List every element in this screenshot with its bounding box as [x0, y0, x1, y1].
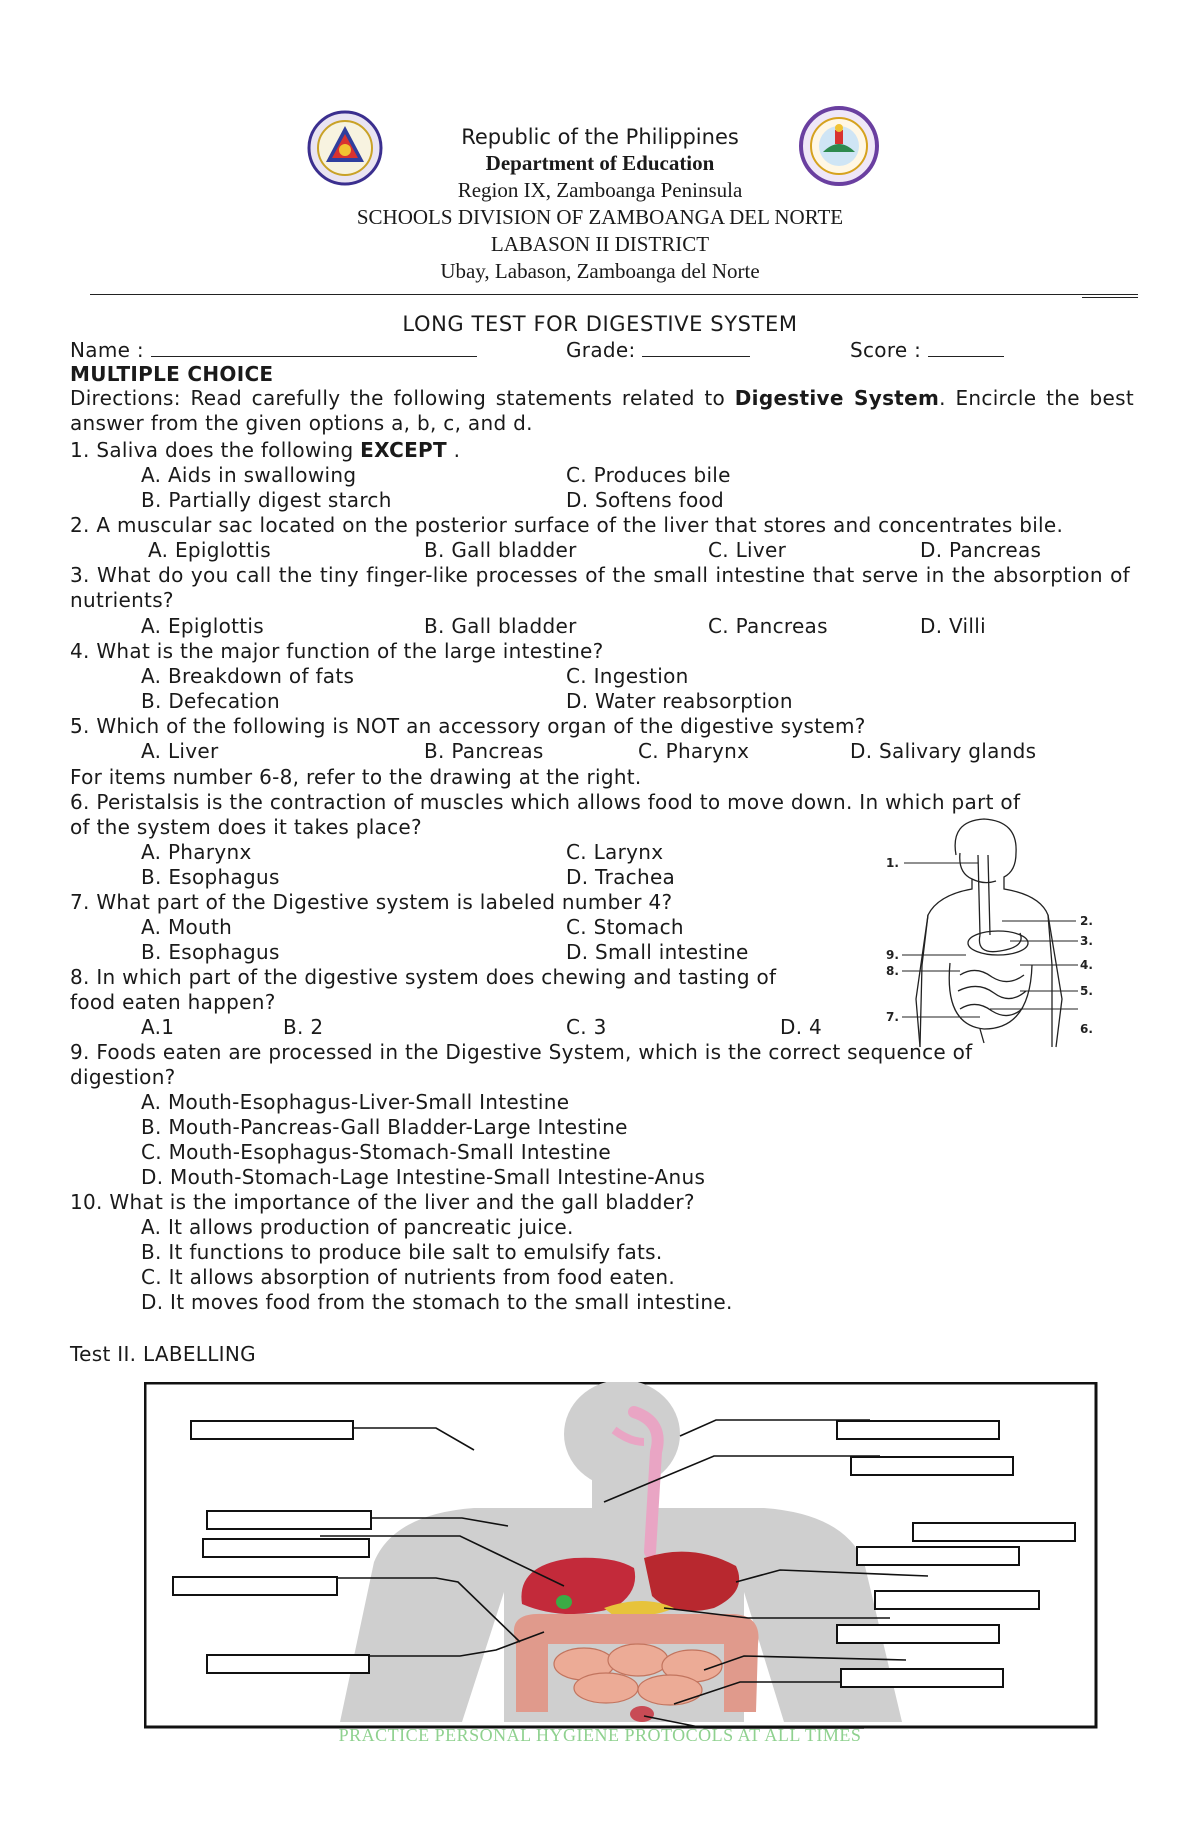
- q3-option-d[interactable]: D. Villi: [920, 614, 986, 638]
- q10-option-b[interactable]: B. It functions to produce bile salt to emulsify fats.: [141, 1240, 663, 1264]
- q1-text-bold: EXCEPT: [360, 438, 447, 462]
- section-labelling: Test II. LABELLING: [70, 1342, 256, 1366]
- q8-stem-line2: food eaten happen?: [70, 990, 276, 1014]
- digestive-outline-diagram: [880, 815, 1106, 1051]
- diagram-label-4: 4.: [1080, 958, 1093, 972]
- directions: [70, 386, 1134, 436]
- q1-text-a: 1. Saliva does the following: [70, 438, 361, 462]
- header-district: LABASON II DISTRICT: [490, 232, 710, 256]
- q10-option-d[interactable]: D. It moves food from the stomach to the small intestine.: [141, 1290, 733, 1314]
- q3-stem: 3. What do you call the tiny finger-like processes of the small intestine that serve in the absorption of nutrients?: [70, 563, 1130, 612]
- q8-option-a[interactable]: A.1: [141, 1015, 175, 1039]
- directions-text-a: Directions: Read carefully the following statements related to: [70, 386, 735, 410]
- q1-option-a[interactable]: A. Aids in swallowing: [141, 463, 357, 487]
- label-box-4[interactable]: [206, 1510, 372, 1530]
- q1-option-b[interactable]: B. Partially digest starch: [141, 488, 392, 512]
- label-box-7[interactable]: [856, 1546, 1020, 1566]
- q6-stem-line2: of the system does it takes place?: [70, 815, 422, 839]
- q1-option-c[interactable]: C. Produces bile: [566, 463, 731, 487]
- q2-option-b[interactable]: B. Gall bladder: [424, 538, 577, 562]
- q6-option-b[interactable]: B. Esophagus: [141, 865, 280, 889]
- q10-stem: 10. What is the importance of the liver and the gall bladder?: [70, 1190, 695, 1214]
- q6-option-a[interactable]: A. Pharynx: [141, 840, 252, 864]
- diagram-label-5: 5.: [1080, 984, 1093, 998]
- label-box-3[interactable]: [850, 1456, 1014, 1476]
- q9-option-d[interactable]: D. Mouth-Stomach-Lage Intestine-Small Intestine-Anus: [141, 1165, 706, 1189]
- label-box-10[interactable]: [836, 1624, 1000, 1644]
- q4-option-a[interactable]: A. Breakdown of fats: [141, 664, 355, 688]
- score-label: Score :: [850, 338, 922, 362]
- header-region: Region IX, Zamboanga Peninsula: [457, 178, 743, 202]
- q8-stem-line1: 8. In which part of the digestive system does chewing and tasting of: [70, 965, 777, 989]
- header-department: Department of Education: [485, 151, 715, 175]
- q1-stem: [70, 438, 460, 462]
- q5-option-b[interactable]: B. Pancreas: [424, 739, 544, 763]
- q3-option-c[interactable]: C. Pancreas: [708, 614, 828, 638]
- q4-option-b[interactable]: B. Defecation: [141, 689, 280, 713]
- q7-option-b[interactable]: B. Esophagus: [141, 940, 280, 964]
- label-box-2[interactable]: [836, 1420, 1000, 1440]
- q7-option-a[interactable]: A. Mouth: [141, 915, 233, 939]
- label-box-6[interactable]: [912, 1522, 1076, 1542]
- grade-blank[interactable]: [642, 356, 750, 357]
- header-republic: Republic of the Philippines: [461, 125, 739, 149]
- q6-option-c[interactable]: C. Larynx: [566, 840, 664, 864]
- label-box-12[interactable]: [840, 1668, 1004, 1688]
- q9-option-b[interactable]: B. Mouth-Pancreas-Gall Bladder-Large Intestine: [141, 1115, 628, 1139]
- diagram-label-6: 6.: [1080, 1022, 1093, 1036]
- directions-text-b: . Encircle the best answer from the given options a, b, c, and d.: [70, 386, 1134, 435]
- grade-field[interactable]: [566, 338, 750, 362]
- name-label: Name :: [70, 338, 144, 362]
- diagram-label-8: 8.: [886, 964, 899, 978]
- q1-text-b: .: [446, 438, 461, 462]
- label-box-9[interactable]: [874, 1590, 1040, 1610]
- q8-option-d[interactable]: D. 4: [780, 1015, 823, 1039]
- q5-option-c[interactable]: C. Pharynx: [638, 739, 750, 763]
- q2-option-c[interactable]: C. Liver: [708, 538, 787, 562]
- score-field[interactable]: [850, 338, 1004, 362]
- items-6-8-note: For items number 6-8, refer to the drawing at the right.: [70, 765, 642, 789]
- q3-option-b[interactable]: B. Gall bladder: [424, 614, 577, 638]
- q9-stem-line1: 9. Foods eaten are processed in the Digestive System, which is the correct sequence of: [70, 1040, 973, 1064]
- diagram-label-3: 3.: [1080, 934, 1093, 948]
- header-address: Ubay, Labason, Zamboanga del Norte: [440, 259, 760, 283]
- q7-stem: 7. What part of the Digestive system is labeled number 4?: [70, 890, 673, 914]
- q9-option-a[interactable]: A. Mouth-Esophagus-Liver-Small Intestine: [141, 1090, 570, 1114]
- q8-option-b[interactable]: B. 2: [283, 1015, 324, 1039]
- label-box-5[interactable]: [202, 1538, 370, 1558]
- q6-option-d[interactable]: D. Trachea: [566, 865, 676, 889]
- q4-option-d[interactable]: D. Water reabsorption: [566, 689, 793, 713]
- q5-stem: 5. Which of the following is NOT an accessory organ of the digestive system?: [70, 714, 866, 738]
- name-field[interactable]: [70, 338, 477, 362]
- q2-option-a[interactable]: A. Epiglottis: [148, 538, 271, 562]
- q8-option-c[interactable]: C. 3: [566, 1015, 607, 1039]
- q4-option-c[interactable]: C. Ingestion: [566, 664, 689, 688]
- section-multiple-choice: MULTIPLE CHOICE: [70, 362, 274, 386]
- q4-stem: 4. What is the major function of the large intestine?: [70, 639, 604, 663]
- q6-stem-line1: 6. Peristalsis is the contraction of muscles which allows food to move down. In which part of: [70, 790, 1021, 814]
- diagram-label-7: 7.: [886, 1010, 899, 1024]
- header-divider: [90, 294, 1138, 295]
- header-division: SCHOOLS DIVISION OF ZAMBOANGA DEL NORTE: [356, 205, 844, 229]
- diagram-label-1: 1.: [886, 856, 899, 870]
- q1-option-d[interactable]: D. Softens food: [566, 488, 725, 512]
- q10-option-c[interactable]: C. It allows absorption of nutrients from food eaten.: [141, 1265, 676, 1289]
- q9-stem-line2: digestion?: [70, 1065, 176, 1089]
- q7-option-c[interactable]: C. Stomach: [566, 915, 684, 939]
- q5-option-a[interactable]: A. Liver: [141, 739, 219, 763]
- q3-option-a[interactable]: A. Epiglottis: [141, 614, 264, 638]
- label-box-11[interactable]: [206, 1654, 370, 1674]
- diagram-label-9: 9.: [886, 948, 899, 962]
- diagram-label-2: 2.: [1080, 914, 1093, 928]
- directions-bold: Digestive System: [734, 386, 940, 410]
- q9-option-c[interactable]: C. Mouth-Esophagus-Stomach-Small Intestine: [141, 1140, 611, 1164]
- name-blank[interactable]: [151, 356, 477, 357]
- label-box-8[interactable]: [172, 1576, 338, 1596]
- grade-label: Grade:: [566, 338, 636, 362]
- score-blank[interactable]: [928, 356, 1004, 357]
- header-divider-end: [1082, 297, 1138, 298]
- q2-stem: 2. A muscular sac located on the posterior surface of the liver that stores and concentrates bile.: [70, 513, 1064, 537]
- q10-option-a[interactable]: A. It allows production of pancreatic juice.: [141, 1215, 574, 1239]
- label-box-1[interactable]: [190, 1420, 354, 1440]
- q7-option-d[interactable]: D. Small intestine: [566, 940, 749, 964]
- footer-reminder: PRACTICE PERSONAL HYGIENE PROTOCOLS AT ALL TIMES: [338, 1725, 862, 1745]
- q5-option-d[interactable]: D. Salivary glands: [850, 739, 1037, 763]
- test-title: LONG TEST FOR DIGESTIVE SYSTEM: [402, 312, 798, 336]
- q2-option-d[interactable]: D. Pancreas: [920, 538, 1042, 562]
